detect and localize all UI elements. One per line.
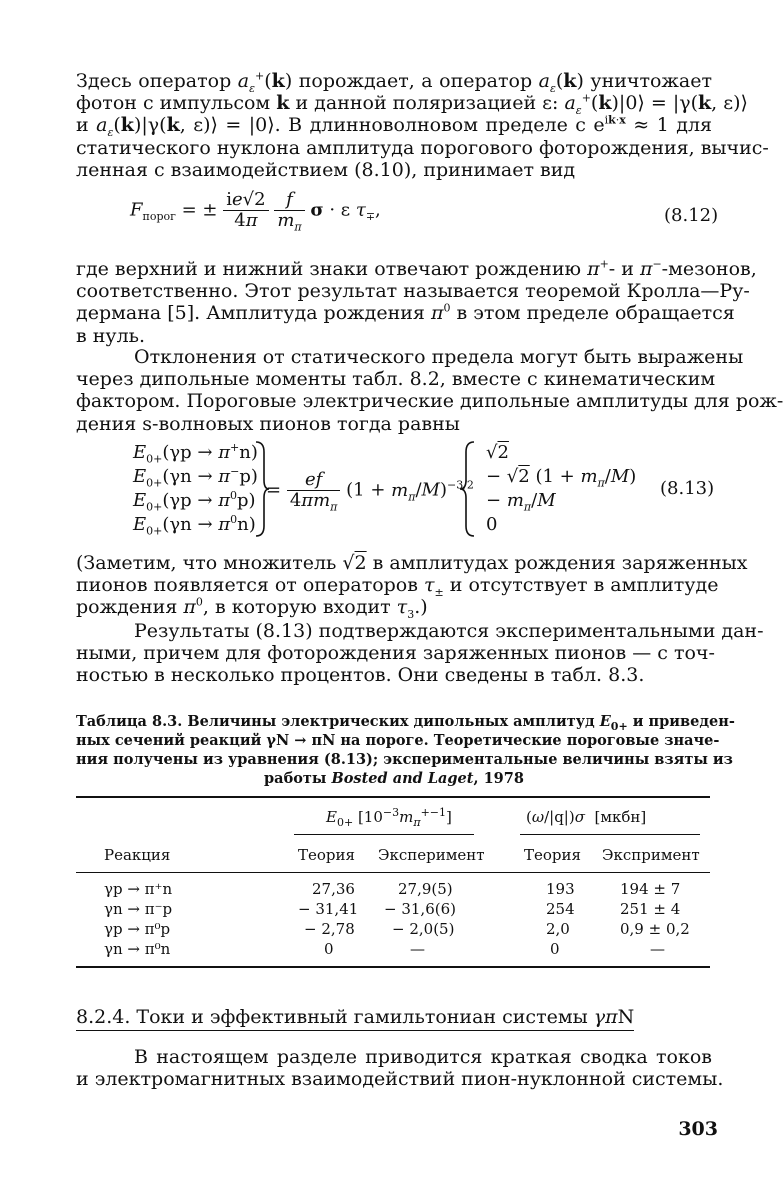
eq813-number: (8.13) [660,478,715,499]
equation-8-12: $F_{порог}$ = ± $\frac{ie√2}{4\pi}$ $\frac{f}{m_\pi}$ σ · ε $\tau_\mp$, [130,189,381,234]
para4-line-2: пионов появляется от операторов $\tau_\pm$ и отсутствует в амплитуде [76,574,719,599]
row-exp-2: 194 ± 7 [620,880,681,898]
para4-line-3: рождения $\pi^0$, в которую входит $\tau_3$.) [76,596,428,622]
intro-line-4: статического нуклона амплитуда порогового фоторождения, вычис- [76,136,769,159]
para6-line-1: В настоящем разделе приводится краткая сводка токов [134,1046,712,1068]
caption-line-4: работы Bosted and Laget, 1978 [264,770,524,787]
para3-line-4: дения s-волновых пионов тогда равны [76,412,460,435]
para3-line-1: Отклонения от статического предела могут быть выражены [134,346,744,368]
row-exp-1: − 31,6(6) [384,900,456,918]
eq813-lhs-2: $E_{0+}(\gamma n \to \pi^-p)$ [133,465,258,490]
eq813-rhs-2: − √2 $(1 + m_\pi/M)$ [486,466,637,490]
row-reaction: γn → π⁰n [104,940,171,958]
intro-paragraph [76,69,769,181]
caption-line-3: ния получены из уравнения (8.13); экспериментальные величины взяты из [76,751,733,768]
row-theory-2: 193 [546,880,575,898]
row-exp-2: 251 ± 4 [620,900,681,918]
eq813-rhs-1: √2 [486,442,509,463]
row-exp-1: — [410,940,425,958]
row-exp-1: − 2,0(5) [392,920,455,938]
row-theory-1: 27,36 [312,880,355,898]
note-paragraph [76,552,748,622]
summary-paragraph [76,1046,724,1091]
row-exp-2: — [650,940,665,958]
section-heading: 8.2.4. Токи и эффективный гамильтониан системы γπN [76,1006,634,1028]
para4-line-1: (Заметим, что множитель √2 в амплитудах рождения заряженных [76,552,748,574]
para2-line-2: соответственно. Этот результат называется теоремой Кролла—Ру- [76,280,750,303]
intro-line-2: фотон с импульсом k и данной поляризацией ε: $a_\varepsilon^+(k)|0⟩ = |\gamma(k$, ε)⟩ [76,91,748,117]
row-reaction: γp → π⁺n [104,880,173,898]
eq813-middle: = $\frac{ef}{4\pi m_\pi}$ $(1 + m_\pi/M)^{-3/2}$ [266,469,474,514]
col-experiment-2: Экспримент [602,846,700,864]
para3-line-3: фактором. Пороговые электрические дипольные амплитуды для рож- [76,390,784,413]
row-theory-2: 2,0 [546,920,570,938]
para2-line-4: в нуль. [76,324,146,347]
eq813-rhs-4: 0 [486,514,498,535]
table-caption [76,712,735,788]
row-theory-2: 254 [546,900,575,918]
eq813-rhs-3: − $m_\pi/M$ [486,490,556,514]
row-theory-2: 0 [550,940,560,958]
header-rule [76,872,710,873]
para2-line-1: где верхний и нижний знаки отвечают рождению π+- и π−-мезонов, [76,257,757,280]
row-theory-1: 0 [324,940,334,958]
row-exp-2: 0,9 ± 0,2 [620,920,690,938]
intro-line-3: и $a_\varepsilon(k)|\gamma(k$, ε)⟩ = |0⟩. В длинноволновом пределе с $e^{ik\cdot x} \approx 1$ для [76,114,713,140]
group2-rule [520,834,700,835]
row-theory-1: − 2,78 [304,920,355,938]
para3-line-2: через дипольные моменты табл. 8.2, вместе с кинематическим [76,368,716,391]
table-top-rule [76,796,710,798]
col-theory-2: Теория [524,846,581,864]
static-limit-paragraph [76,346,784,435]
para2-line-3: дермана [5]. Амплитуда рождения $\pi^0$ в этом пределе обращается [76,302,735,325]
caption-line-2: ных сечений реакций γN → πN на пороге. Теоретические пороговые значе- [76,732,720,749]
row-theory-1: − 31,41 [298,900,359,918]
table-bottom-rule [76,966,710,968]
row-reaction: γp → π⁰p [104,920,171,938]
eq812-number: (8.12) [664,205,719,226]
left-brace [458,440,476,538]
para6-line-2: и электромагнитных взаимодействий пион-нуклонной системы. [76,1068,724,1091]
col-group-cross-section: (ω/|q|)σ [мкбн] [526,808,647,826]
col-reaction: Реакция [104,846,171,864]
group1-rule [294,834,474,835]
page-number: 303 [678,1118,718,1140]
eq813-lhs-4: $E_{0+}(\gamma n \to \pi^0n)$ [133,513,256,538]
intro-line-1: Здесь оператор $a_\varepsilon^+(k)$ порождает, а оператор $a_\varepsilon(k)$ уничтожает [76,69,712,95]
para5-line-2: ными, причем для фоторождения заряженных пионов — с точ- [76,642,715,665]
col-group-e0: $E_{0+}$ $[10^{-3}m_\pi^{+-1}]$ [326,806,452,829]
kroll-ruderman-paragraph [76,257,757,347]
row-reaction: γn → π⁻p [104,900,173,918]
intro-line-5: ленная с взаимодействием (8.10), принимает вид [76,158,576,181]
para5-line-1: Результаты (8.13) подтверждаются экспериментальными дан- [134,620,764,642]
eq812-lhs-sub: порог [142,210,176,224]
caption-line-1: Таблица 8.3. Величины электрических дипольных амплитуд $E_{0+}$ и приведен- [76,713,735,733]
para5-line-3: ностью в несколько процентов. Они сведены в табл. 8.3. [76,664,645,687]
eq813-lhs-3: $E_{0+}(\gamma p \to \pi^0p)$ [133,489,256,514]
col-experiment-1: Эксперимент [378,846,485,864]
results-paragraph [76,620,764,687]
col-theory-1: Теория [298,846,355,864]
eq812-lhs: F [130,199,143,221]
eq813-lhs-1: $E_{0+}(\gamma p \to \pi^+n)$ [133,441,258,466]
row-exp-1: 27,9(5) [398,880,453,898]
